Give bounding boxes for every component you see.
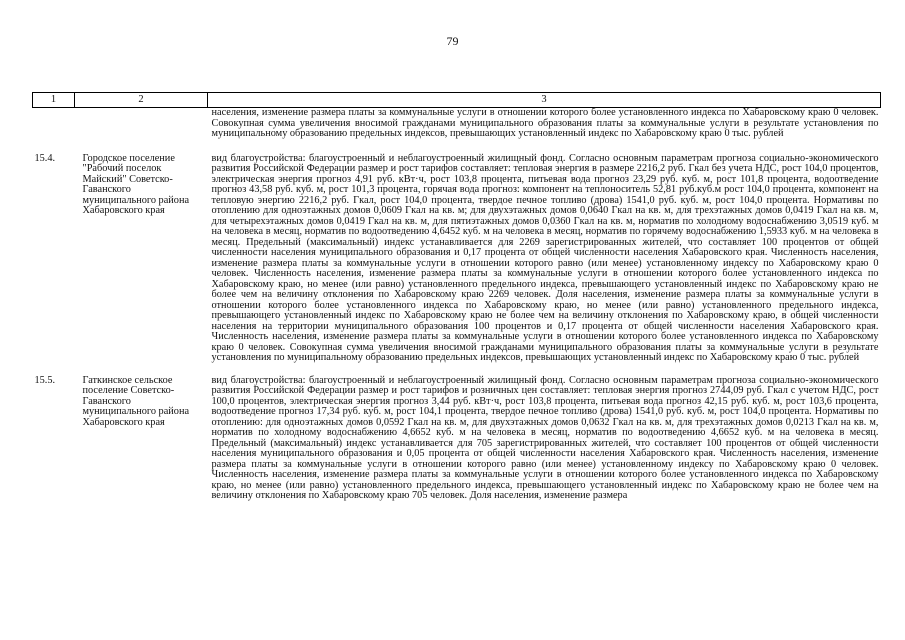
row-number: 15.4. (34, 152, 56, 164)
column-header-3: 3 (208, 93, 881, 108)
row-description: вид благоустройства: благоустроенный и неблагоустроенный жилищный фонд. Согласно основным параметрам прогноза социально-экономического развития Российской Федерации размер и рост тарифов и розничных цен составляет: тепловая энергия прогноз 2744,09 руб. Гкал с учетом НДС, рост 100,0 процентов, электрическая энергия прогноз 3,44 руб. кВт·ч, рост 103,8 процента, питьевая вода прогноз 42,15 руб. куб. м, рост 103,6 процента, водоотведение прогноз 17,34 руб. куб. м, рост 104,1 процента, твердое печное топливо (дрова) 1541,0 руб. куб. м, рост 104,0 процента. Нормативы по отоплению: для одноэтажных домов 0,0592 Гкал на кв. м, для двухэтажных домов 0,0632 Гкал на кв. м, для трехэтажных домов 0,0213 Гкал на кв. м, норматив по холодному водоснабжению 4,6652 куб. м на человека в месяц, норматив по водоотведению 4,6652 куб. м на человека в месяц. Предельный (максимальный) индекс устанавливается для 705 зарегистрированных жителей, что составляет 100 процентов от общей численности населения муниципального образования и 0,05 процента от общей численности населения Хабаровского края. Численность населения, изменение размера платы за коммунальные услуги в отношении которого равно (или менее) установленному индексу по Хабаровскому краю 0 человек. Численность населения, изменение размера платы за коммунальные услуги в отношении которого более установленного индекса по Хабаровскому краю, но менее (или равно) установленного предельного индекса, превышающего установленный индекс по Хабаровскому краю не более чем на величину отклонения по Хабаровскому краю 705 человек. Доля населения, изменение размера (211, 374, 879, 501)
row-number: 15.5. (34, 374, 56, 386)
column-header-2: 2 (75, 93, 208, 108)
page-number: 79 (446, 34, 459, 48)
table-row (33, 154, 881, 376)
document-table (32, 92, 881, 514)
municipality-name: Гаткинское сельское поселение Советско-Гаванского муниципального района Хабаровского края (82, 374, 190, 428)
continuation-name-cell (75, 108, 208, 154)
municipality-name: Городское поселение "Рабочий поселок Майский" Советско-Гаванского муниципального района Хабаровского края (82, 152, 190, 216)
table-header-row (33, 93, 881, 108)
table-row-continuation (33, 108, 881, 154)
continuation-num-cell (33, 108, 75, 154)
continuation-text: населения, изменение размера платы за коммунальные услуги в отношении которого более установленного индекса по Хабаровскому краю 0 человек. Совокупная сумма увеличения вносимой гражданами муниципального образования платы за коммунальные услуги в результате установления по муниципальному образованию предельных индексов, превышающих установленный индекс по Хабаровскому краю 0 тыс. рублей (211, 107, 879, 139)
table-row (33, 376, 881, 514)
column-header-1: 1 (33, 93, 75, 108)
row-description: вид благоустройства: благоустроенный и неблагоустроенный жилищный фонд. Согласно основным параметрам прогноза социально-экономического развития Российской Федерации размер и рост тарифов составляет: тепловая энергия в размере 2216,2 руб. Гкал без учета НДС, рост 104,0 процентов, электрическая энергия прогноз 4,91 руб. кВт·ч, рост 103,8 процента, питьевая вода прогноз 23,29 руб. куб. м, рост 101,8 процента, водоотведение прогноз 43,58 руб. куб. м, рост 101,3 процента, горячая вода прогноз: компонент на теплоноситель 52,81 руб.куб.м рост 104,0 процента, компонент на тепловую энергию 2216,2 руб. Гкал, рост 104,0 процента, твердое печное топливо (дрова) 1541,0 руб. куб. м, рост 104,0 процента. Нормативы по отоплению для одноэтажных домов 0,0609 Гкал на кв. м; для двухэтажных домов 0,0640 Гкал на кв. м, для трехэтажных домов 0,0419 Гкал на кв. м, для четырехэтажных домов 0,0419 Гкал на кв. м, для пятиэтажных домов 0,0360 Гкал на кв. м, норматив по холодному водоснабжению 3,0519 куб. м на человека в месяц, норматив по водоотведению 4,6452 куб. м на человека в месяц, норматив по горячему водоснабжению 1,5933 куб. м на человека в месяц. Предельный (максимальный) индекс устанавливается для 2269 зарегистрированных жителей, что составляет 100 процентов от общей численности населения муниципального образования и 0,17 процента от общей численности населения Хабаровского края. Численность населения, изменение размера платы за коммунальные услуги в отношении которого равно (или менее) установленному индексу по Хабаровскому краю 0 человек. Численность населения, изменение размера платы за коммунальные услуги в отношении которого более установленного индекса по Хабаровскому краю, но менее (или равно) установленного предельного индекса, превышающего установленный индекс по Хабаровскому краю не более чем на величину отклонения по Хабаровскому краю 2269 человек. Доля населения, изменение размера платы за коммунальные услуги в отношении которого более установленного индекса по Хабаровскому краю, но менее (или равно) установленного предельного индекса, превышающего установленный индекс по Хабаровскому краю не более чем на величину отклонения по Хабаровскому краю, в общей численности населения на территории муниципального образования 100 процентов и 0,17 процента от общей численности населения Хабаровского края. Численность населения, изменение размера платы за коммунальные услуги в отношении которого более установленного индекса по Хабаровскому краю 0 человек. Совокупная сумма увеличения вносимой гражданами муниципального образования платы за коммунальные услуги в результате установления по муниципальному образованию предельных индексов, превышающих установленный индекс по Хабаровскому краю 0 тыс. рублей (211, 152, 879, 363)
